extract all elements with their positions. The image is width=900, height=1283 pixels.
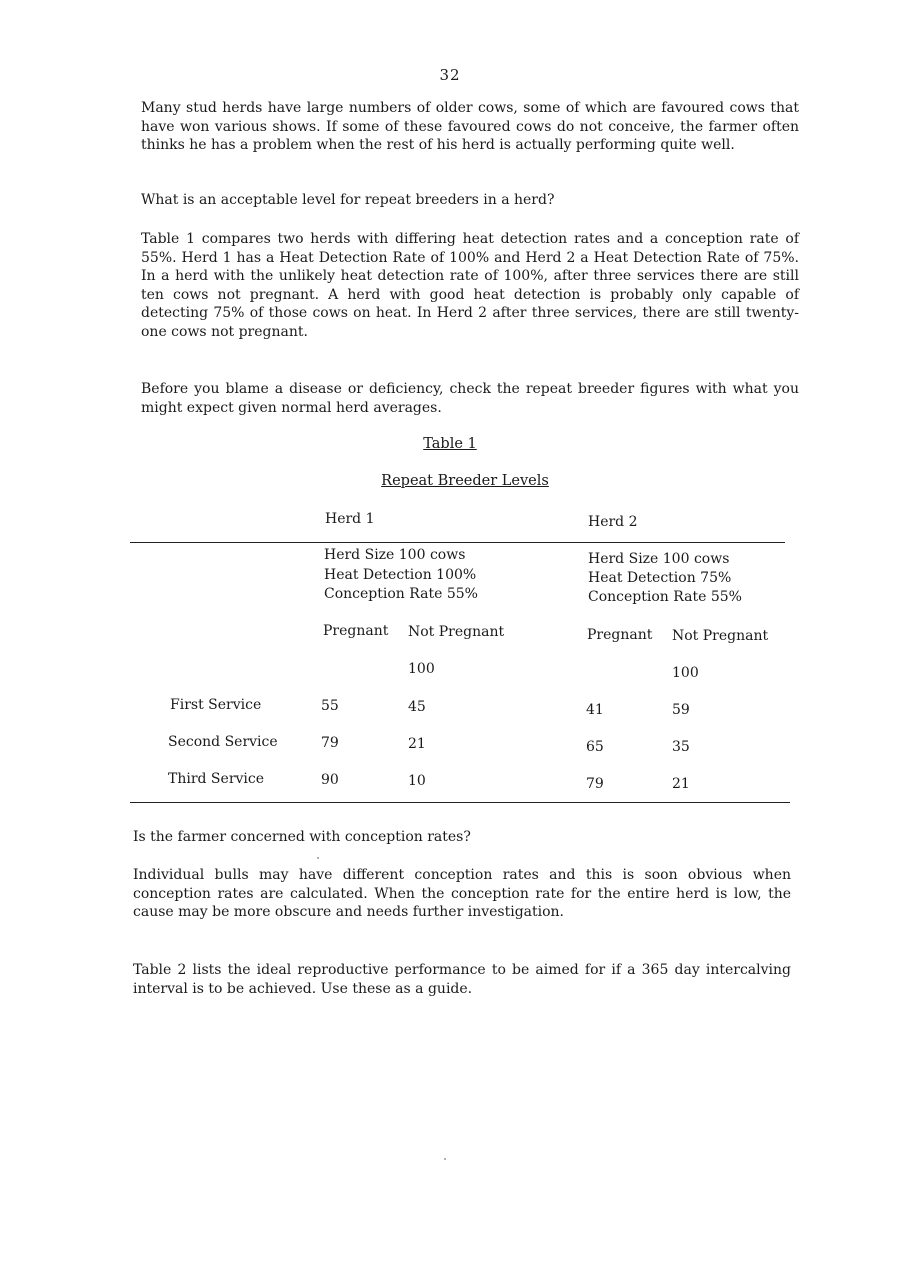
paragraph-table1-intro: Table 1 compares two herds with differing heat detection rates and a conception rate of 55%. Herd 1 has a Heat Detection Rate of 100% and Herd 2 a Heat Detection Rate of 75%. In a herd with the unlikely heat detection rate of 100%, after three services there are still ten cows not pregnant. A herd with good heat detection is probably only capable of detecting 75% of those cows on heat. In Herd 2 after three services, there are still twenty-one cows not pregnant.: [141, 231, 799, 340]
herd-1-not-pregnant-header: Not Pregnant: [408, 624, 505, 640]
herd-1-pregnant-header: Pregnant: [323, 623, 389, 639]
row-label-second-service: Second Service: [168, 734, 278, 750]
table-cell: 79: [586, 776, 604, 792]
table-cell: 41: [586, 702, 604, 718]
herd-2-conception-rate: Conception Rate 55%: [588, 589, 742, 605]
herd-1-heat-detection: Heat Detection 100%: [324, 567, 477, 583]
table-cell: 35: [672, 739, 690, 755]
paragraph-farmer-concerned: Is the farmer concerned with conception rates?: [133, 829, 471, 845]
herd-2-heading: Herd 2: [588, 514, 638, 530]
herd-2-start-value: 100: [672, 665, 699, 681]
table-top-rule: [130, 542, 785, 543]
table-cell: 65: [586, 739, 604, 755]
table-cell: 55: [321, 698, 339, 714]
table-cell: 10: [408, 773, 426, 789]
herd-1-heading: Herd 1: [325, 511, 375, 527]
herd-1-size: Herd Size 100 cows: [324, 547, 466, 563]
table-cell: 59: [672, 702, 690, 718]
paragraph-table2-intro: Table 2 lists the ideal reproductive performance to be aimed for if a 365 day intercalving interval is to be achieved. Use these as a guide.: [133, 962, 791, 997]
page-number: 32: [439, 66, 461, 84]
herd-2-size: Herd Size 100 cows: [588, 551, 730, 567]
table-cell: 21: [408, 736, 426, 752]
scan-speck: [317, 857, 319, 859]
table-cell: 79: [321, 735, 339, 751]
herd-1-start-value: 100: [408, 661, 435, 677]
herd-2-not-pregnant-header: Not Pregnant: [672, 628, 769, 644]
table-cell: 21: [672, 776, 690, 792]
herd-2-pregnant-header: Pregnant: [587, 627, 653, 643]
scan-speck: [444, 1158, 446, 1160]
herd-2-heat-detection: Heat Detection 75%: [588, 570, 732, 586]
table-label: Table 1: [423, 436, 477, 452]
paragraph-before-you-blame: Before you blame a disease or deficiency, check the repeat breeder figures with what you might expect given normal herd averages.: [141, 381, 799, 416]
paragraph-question-repeat-breeders: What is an acceptable level for repeat breeders in a herd?: [141, 192, 555, 208]
table-title: Repeat Breeder Levels: [381, 473, 549, 489]
row-label-third-service: Third Service: [168, 771, 265, 787]
table-cell: 90: [321, 772, 339, 788]
paragraph-stud-herds: Many stud herds have large numbers of older cows, some of which are favoured cows that have won various shows. If some of these favoured cows do not conceive, the farmer often thinks he has a problem when the rest of his herd is actually performing quite well.: [141, 100, 799, 153]
row-label-first-service: First Service: [170, 697, 262, 713]
paragraph-individual-bulls: Individual bulls may have different conception rates and this is soon obvious when conception rates are calculated. When the conception rate for the entire herd is low, the cause may be more obscure and needs further investigation.: [133, 867, 791, 920]
table-cell: 45: [408, 699, 426, 715]
herd-1-conception-rate: Conception Rate 55%: [324, 586, 478, 602]
table-bottom-rule: [130, 802, 790, 803]
